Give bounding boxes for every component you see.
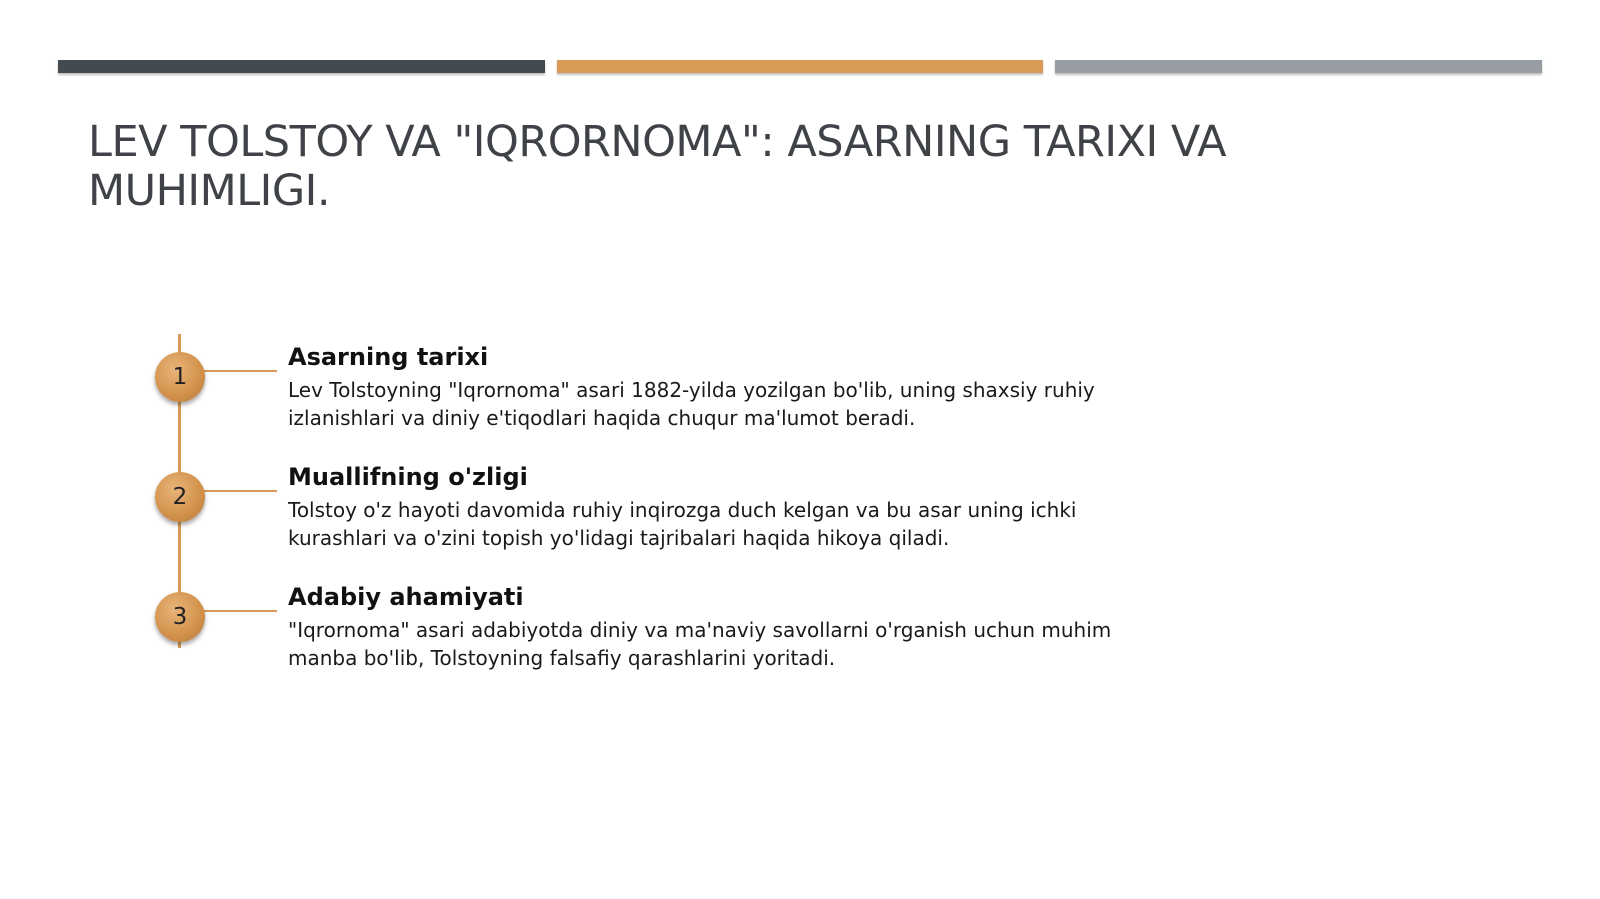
timeline-number-1: 1: [155, 352, 205, 402]
timeline-item-2: [288, 462, 1128, 552]
timeline-item-3: [288, 582, 1128, 672]
timeline-item-1: [288, 342, 1128, 432]
timeline-connector-3: [202, 610, 277, 612]
header-bar-orange: [557, 60, 1043, 73]
slide-title: LEV TOLSTOY VA "IQRORNOMA": ASARNING TARIXI VA MUHIMLIGI.: [88, 117, 1226, 216]
header-bar-dark: [58, 60, 545, 73]
timeline-item-heading: Muallifning o'zligi: [288, 463, 528, 491]
header-bar-gray: [1055, 60, 1542, 73]
timeline-item-text: "Iqrornoma" asari adabiyotda diniy va ma'naviy savollarni o'rganish uchun muhim manba bo'lib, Tolstoyning falsafiy qarashlarini yoritadi.: [288, 618, 1112, 670]
timeline-connector-2: [202, 490, 277, 492]
timeline-item-text: Lev Tolstoyning "Iqrornoma" asari 1882-yilda yozilgan bo'lib, uning shaxsiy ruhiy izlanishlari va diniy e'tiqodlari haqida chuqur ma'lumot beradi.: [288, 378, 1095, 430]
timeline-item-heading: Adabiy ahamiyati: [288, 583, 524, 611]
timeline-item-text: Tolstoy o'z hayoti davomida ruhiy inqirozga duch kelgan va bu asar uning ichki kurashlari va o'zini topish yo'lidagi tajribalari haqida hikoya qiladi.: [288, 498, 1077, 550]
timeline-number-2: 2: [155, 472, 205, 522]
timeline-item-heading: Asarning tarixi: [288, 343, 489, 371]
timeline-connector-1: [202, 370, 277, 372]
timeline-number-3: 3: [155, 592, 205, 642]
